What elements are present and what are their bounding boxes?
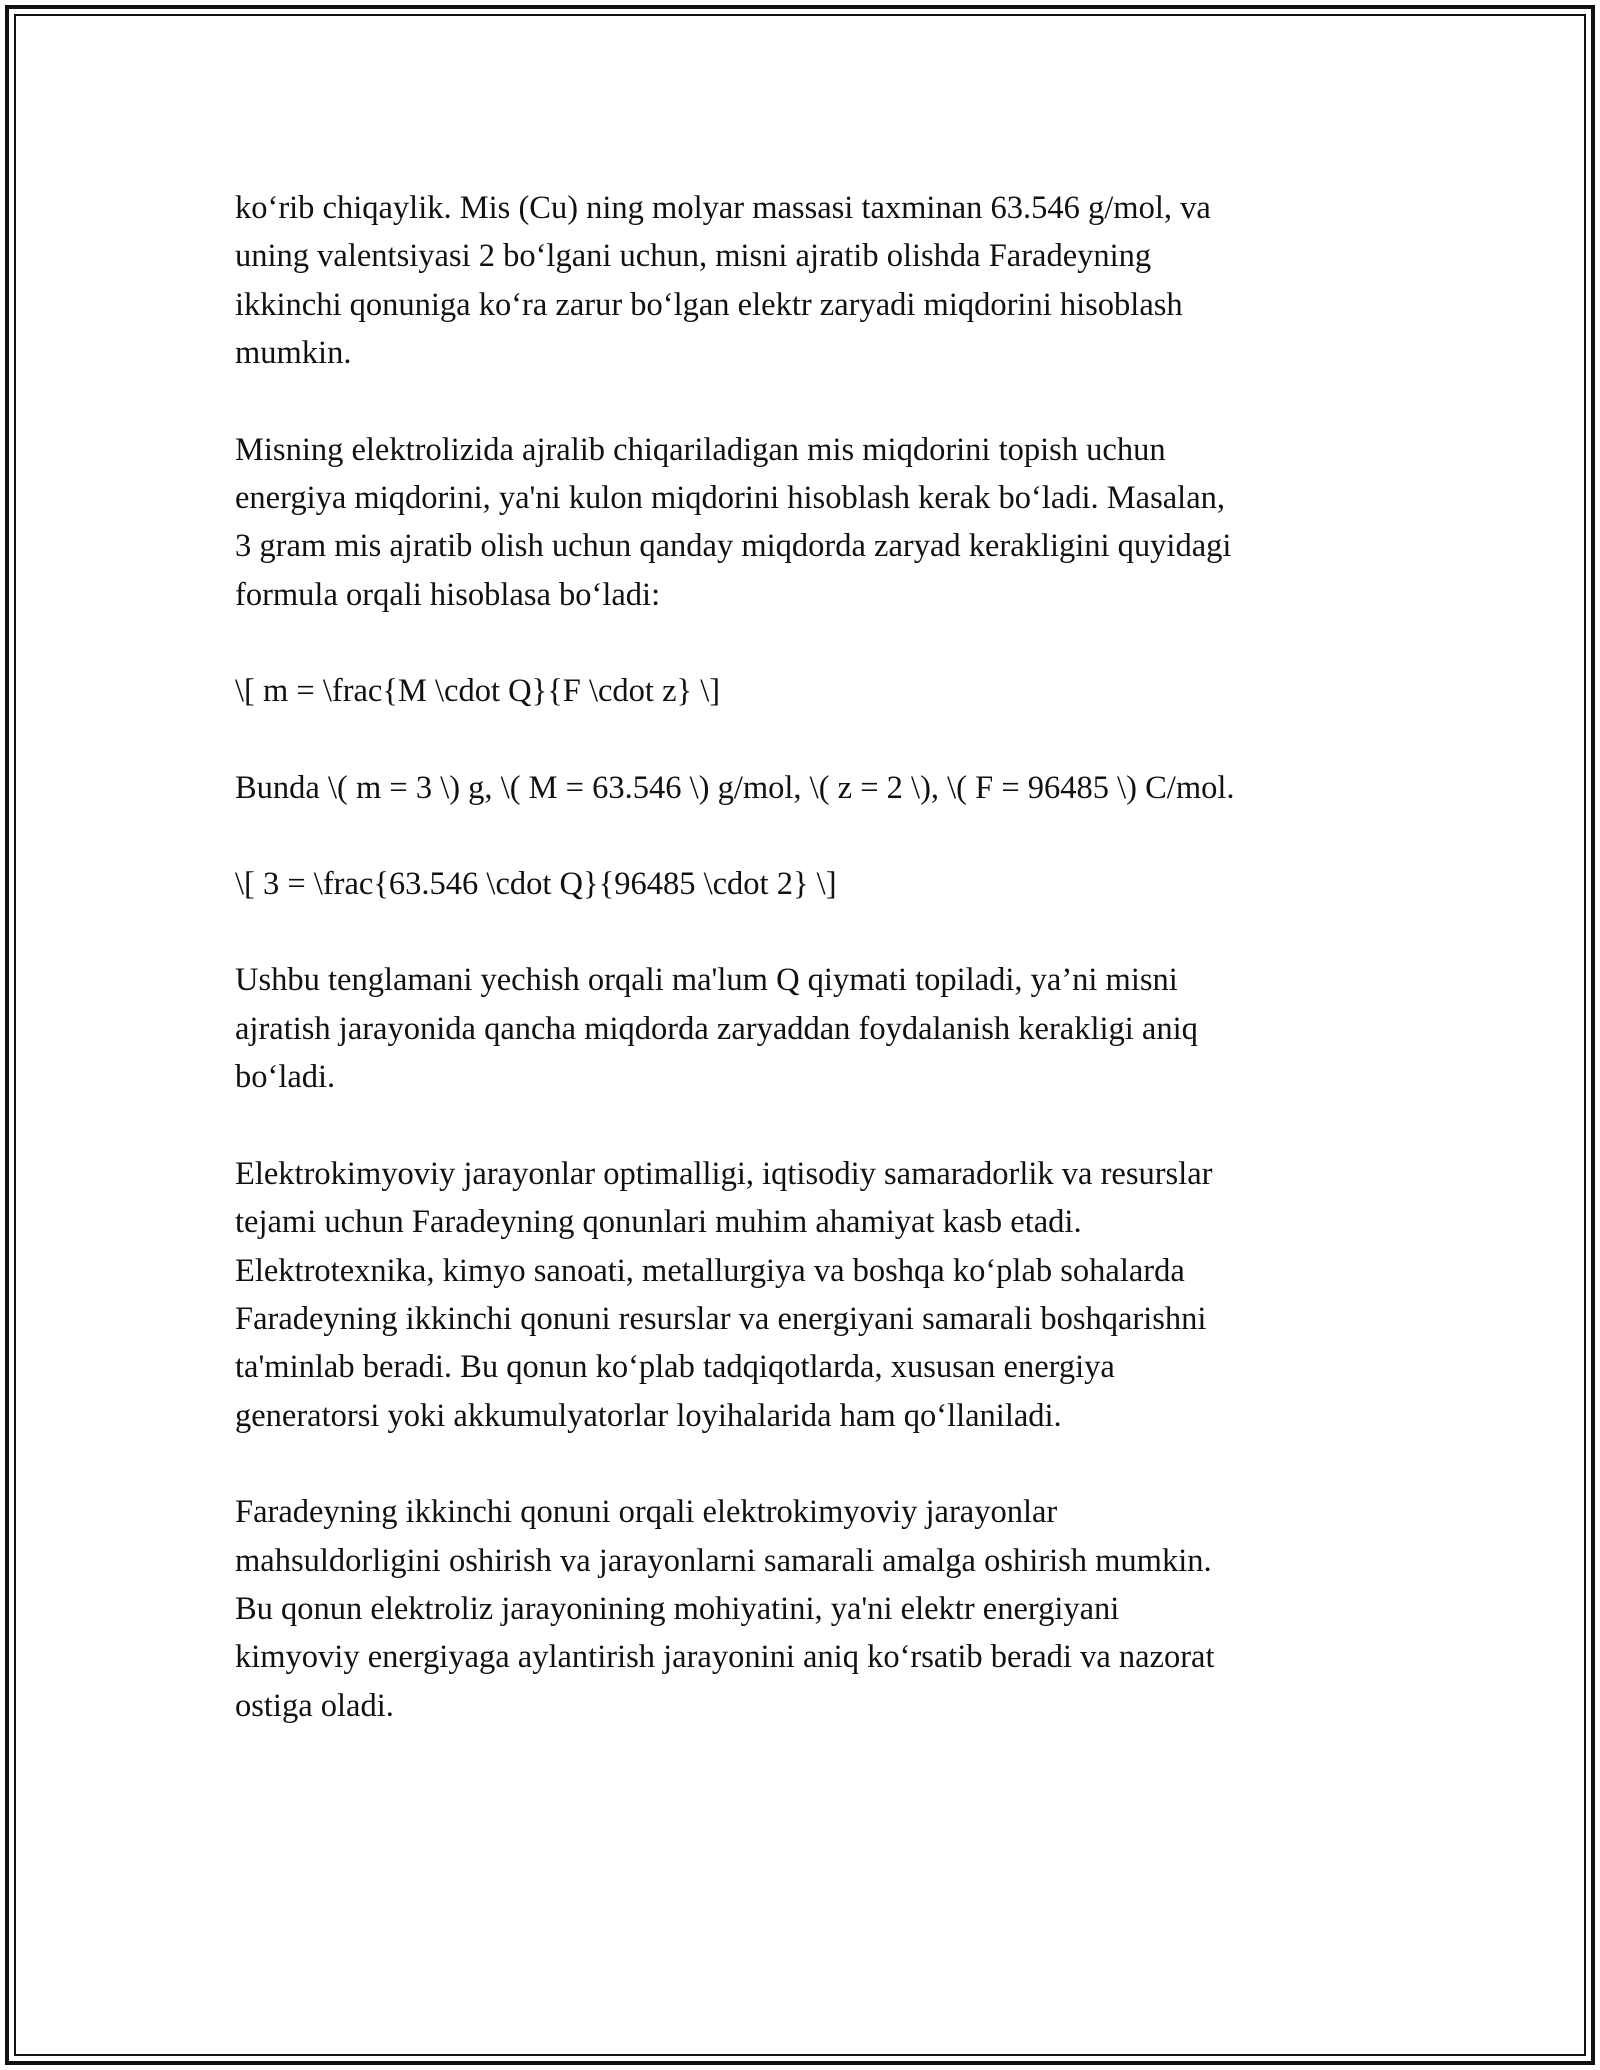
paragraph-solving-equation: Ushbu tenglamani yechish orqali ma'lum Q qiymati topiladi, ya’ni misni ajratish jarayonida qancha miqdorda zaryaddan foydalanish kerakligi aniq bo‘ladi.: [235, 962, 1198, 1096]
paragraph-copper-molar-mass: ko‘rib chiqaylik. Mis (Cu) ning molyar massasi taxminan 63.546 g/mol, va uning valentsiyasi 2 bo‘lgani uchun, misni ajratib olishda Faradeyning ikkinchi qonuniga ko‘ra zarur bo‘lgan elektr zaryadi miqdorini hisoblash mumkin.: [235, 190, 1211, 372]
document-body: [235, 184, 1365, 1778]
paragraph-electrolysis-charge: Misning elektrolizida ajralib chiqariladigan mis miqdorini topish uchun energiya miqdorini, ya'ni kulon miqdorini hisoblash kerak bo‘ladi. Masalan, 3 gram mis ajratib olish uchun qanday miqdorda zaryad kerakligini quyidagi formula orqali hisoblasa bo‘ladi:: [235, 431, 1232, 613]
formula-substituted: \[ 3 = \frac{63.546 \cdot Q}{96485 \cdot 2} \]: [235, 866, 837, 903]
paragraph-faraday-importance: Elektrokimyoviy jarayonlar optimalligi, iqtisodiy samaradorlik va resurslar tejami uchun Faradeyning qonunlari muhim ahamiyat kasb etadi. Elektrotexnika, kimyo sanoati, metallurgiya va boshqa ko‘plab sohalarda Faradeyning ikkinchi qonuni resurslar va energiyani samarali boshqarishni ta'minlab beradi. Bu qonun ko‘plab tadqiqotlarda, xususan energiya generatorsi yoki akkumulyatorlar loyihalarida ham qo‘llaniladi.: [235, 1155, 1213, 1434]
formula-general: \[ m = \frac{M \cdot Q}{F \cdot z} \]: [235, 673, 721, 710]
paragraph-faraday-second-law: Faradeyning ikkinchi qonuni orqali elektrokimyoviy jarayonlar mahsuldorligini oshirish va jarayonlarni samarali amalga oshirish mumkin. Bu qonun elektroliz jarayonining mohiyatini, ya'ni elektr energiyani kimyoviy energiyaga aylantirish jarayonini aniq ko‘rsatib beradi va nazorat ostiga oladi.: [235, 1494, 1215, 1724]
paragraph-given-values: Bunda \( m = 3 \) g, \( M = 63.546 \) g/mol, \( z = 2 \), \( F = 96485 \) C/mol.: [235, 769, 1235, 806]
